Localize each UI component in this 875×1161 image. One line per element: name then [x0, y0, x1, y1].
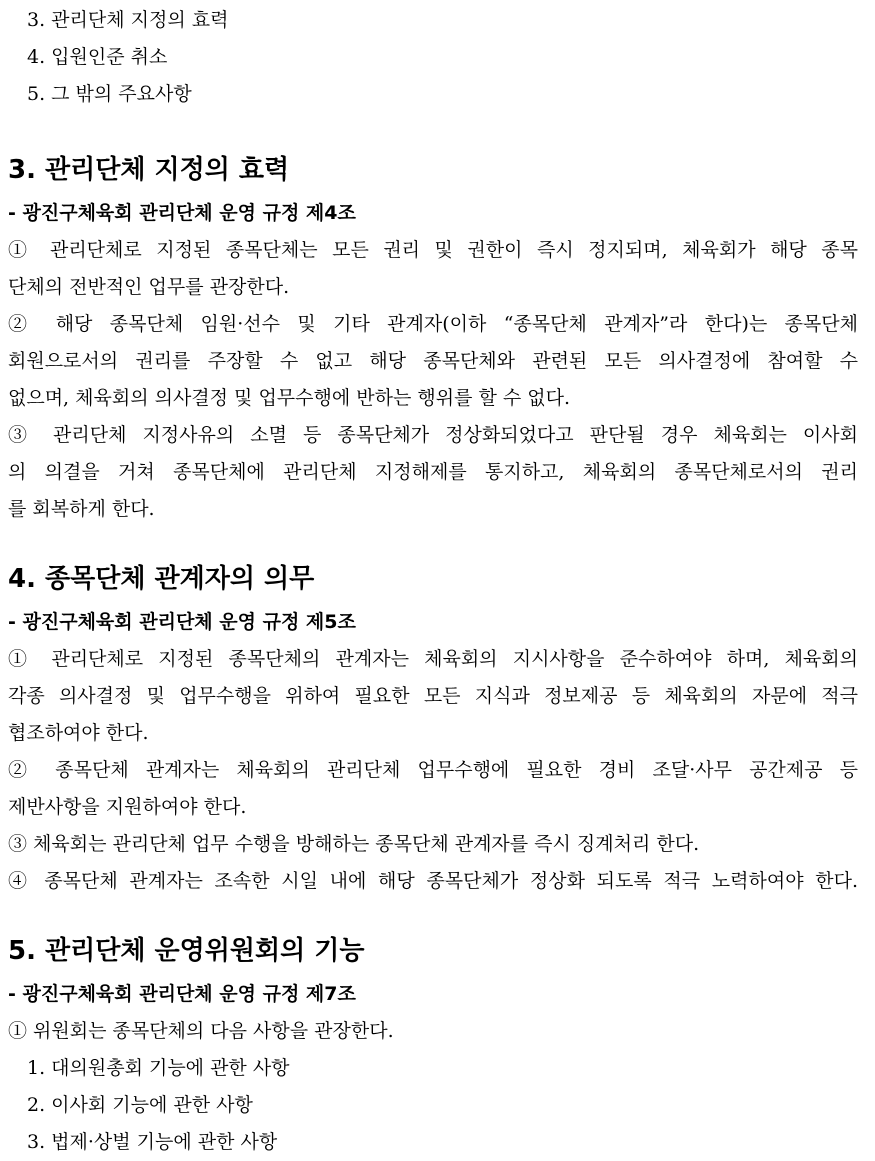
paragraph-line: 의 의결을 거쳐 종목단체에 관리단체 지정해제를 통지하고, 체육회의 종목단체로서의 권리	[8, 461, 858, 483]
paragraph-line: 제반사항을 지원하여야 한다.	[8, 796, 247, 818]
paragraph-line: ② 종목단체 관계자는 체육회의 관리단체 업무수행에 필요한 경비 조달·사무 공간제공 등	[8, 759, 858, 781]
intro-list-item: 3. 관리단체 지정의 효력	[27, 9, 229, 31]
paragraph-line: ① 위원회는 종목단체의 다음 사항을 관장한다.	[8, 1020, 394, 1042]
paragraph-line: ④ 종목단체 관계자는 조속한 시일 내에 해당 종목단체가 정상화 되도록 적극 노력하여야 한다.	[8, 870, 858, 892]
paragraph-line: 회원으로서의 권리를 주장할 수 없고 해당 종목단체와 관련된 모든 의사결정에 참여할 수	[8, 350, 858, 372]
section-heading: 3. 관리단체 지정의 효력	[8, 155, 290, 185]
list-item: 2. 이사회 기능에 관한 사항	[27, 1094, 253, 1116]
paragraph-line: 협조하여야 한다.	[8, 722, 149, 744]
paragraph-line: 단체의 전반적인 업무를 관장한다.	[8, 276, 290, 298]
paragraph-line: 없으며, 체육회의 의사결정 및 업무수행에 반하는 행위를 할 수 없다.	[8, 387, 570, 409]
section-heading: 4. 종목단체 관계자의 의무	[8, 564, 315, 594]
paragraph-line: ① 관리단체로 지정된 종목단체의 관계자는 체육회의 지시사항을 준수하여야 하며, 체육회의	[8, 648, 858, 670]
list-item: 1. 대의원총회 기능에 관한 사항	[27, 1057, 290, 1079]
paragraph-line: 를 회복하게 한다.	[8, 498, 155, 520]
intro-list-item: 4. 입원인준 취소	[27, 46, 168, 68]
paragraph-line: 각종 의사결정 및 업무수행을 위하여 필요한 모든 지식과 정보제공 등 체육회의 자문에 적극	[8, 685, 858, 707]
paragraph-line: ② 해당 종목단체 임원·선수 및 기타 관계자(이하 “종목단체 관계자”라 한다)는 종목단체	[8, 313, 858, 335]
paragraph-line: ③ 관리단체 지정사유의 소멸 등 종목단체가 정상화되었다고 판단될 경우 체육회는 이사회	[8, 424, 858, 446]
intro-list-item: 5. 그 밖의 주요사항	[27, 83, 192, 105]
list-item: 3. 법제·상벌 기능에 관한 사항	[27, 1131, 278, 1153]
section-heading: 5. 관리단체 운영위원회의 기능	[8, 936, 365, 966]
section-subtitle: - 광진구체육회 관리단체 운영 규정 제5조	[8, 611, 356, 633]
section-subtitle: - 광진구체육회 관리단체 운영 규정 제7조	[8, 983, 356, 1005]
paragraph-line: ③ 체육회는 관리단체 업무 수행을 방해하는 종목단체 관계자를 즉시 징계처리 한다.	[8, 833, 700, 855]
paragraph-line: ① 관리단체로 지정된 종목단체는 모든 권리 및 권한이 즉시 정지되며, 체육회가 해당 종목	[8, 239, 858, 261]
section-subtitle: - 광진구체육회 관리단체 운영 규정 제4조	[8, 202, 356, 224]
